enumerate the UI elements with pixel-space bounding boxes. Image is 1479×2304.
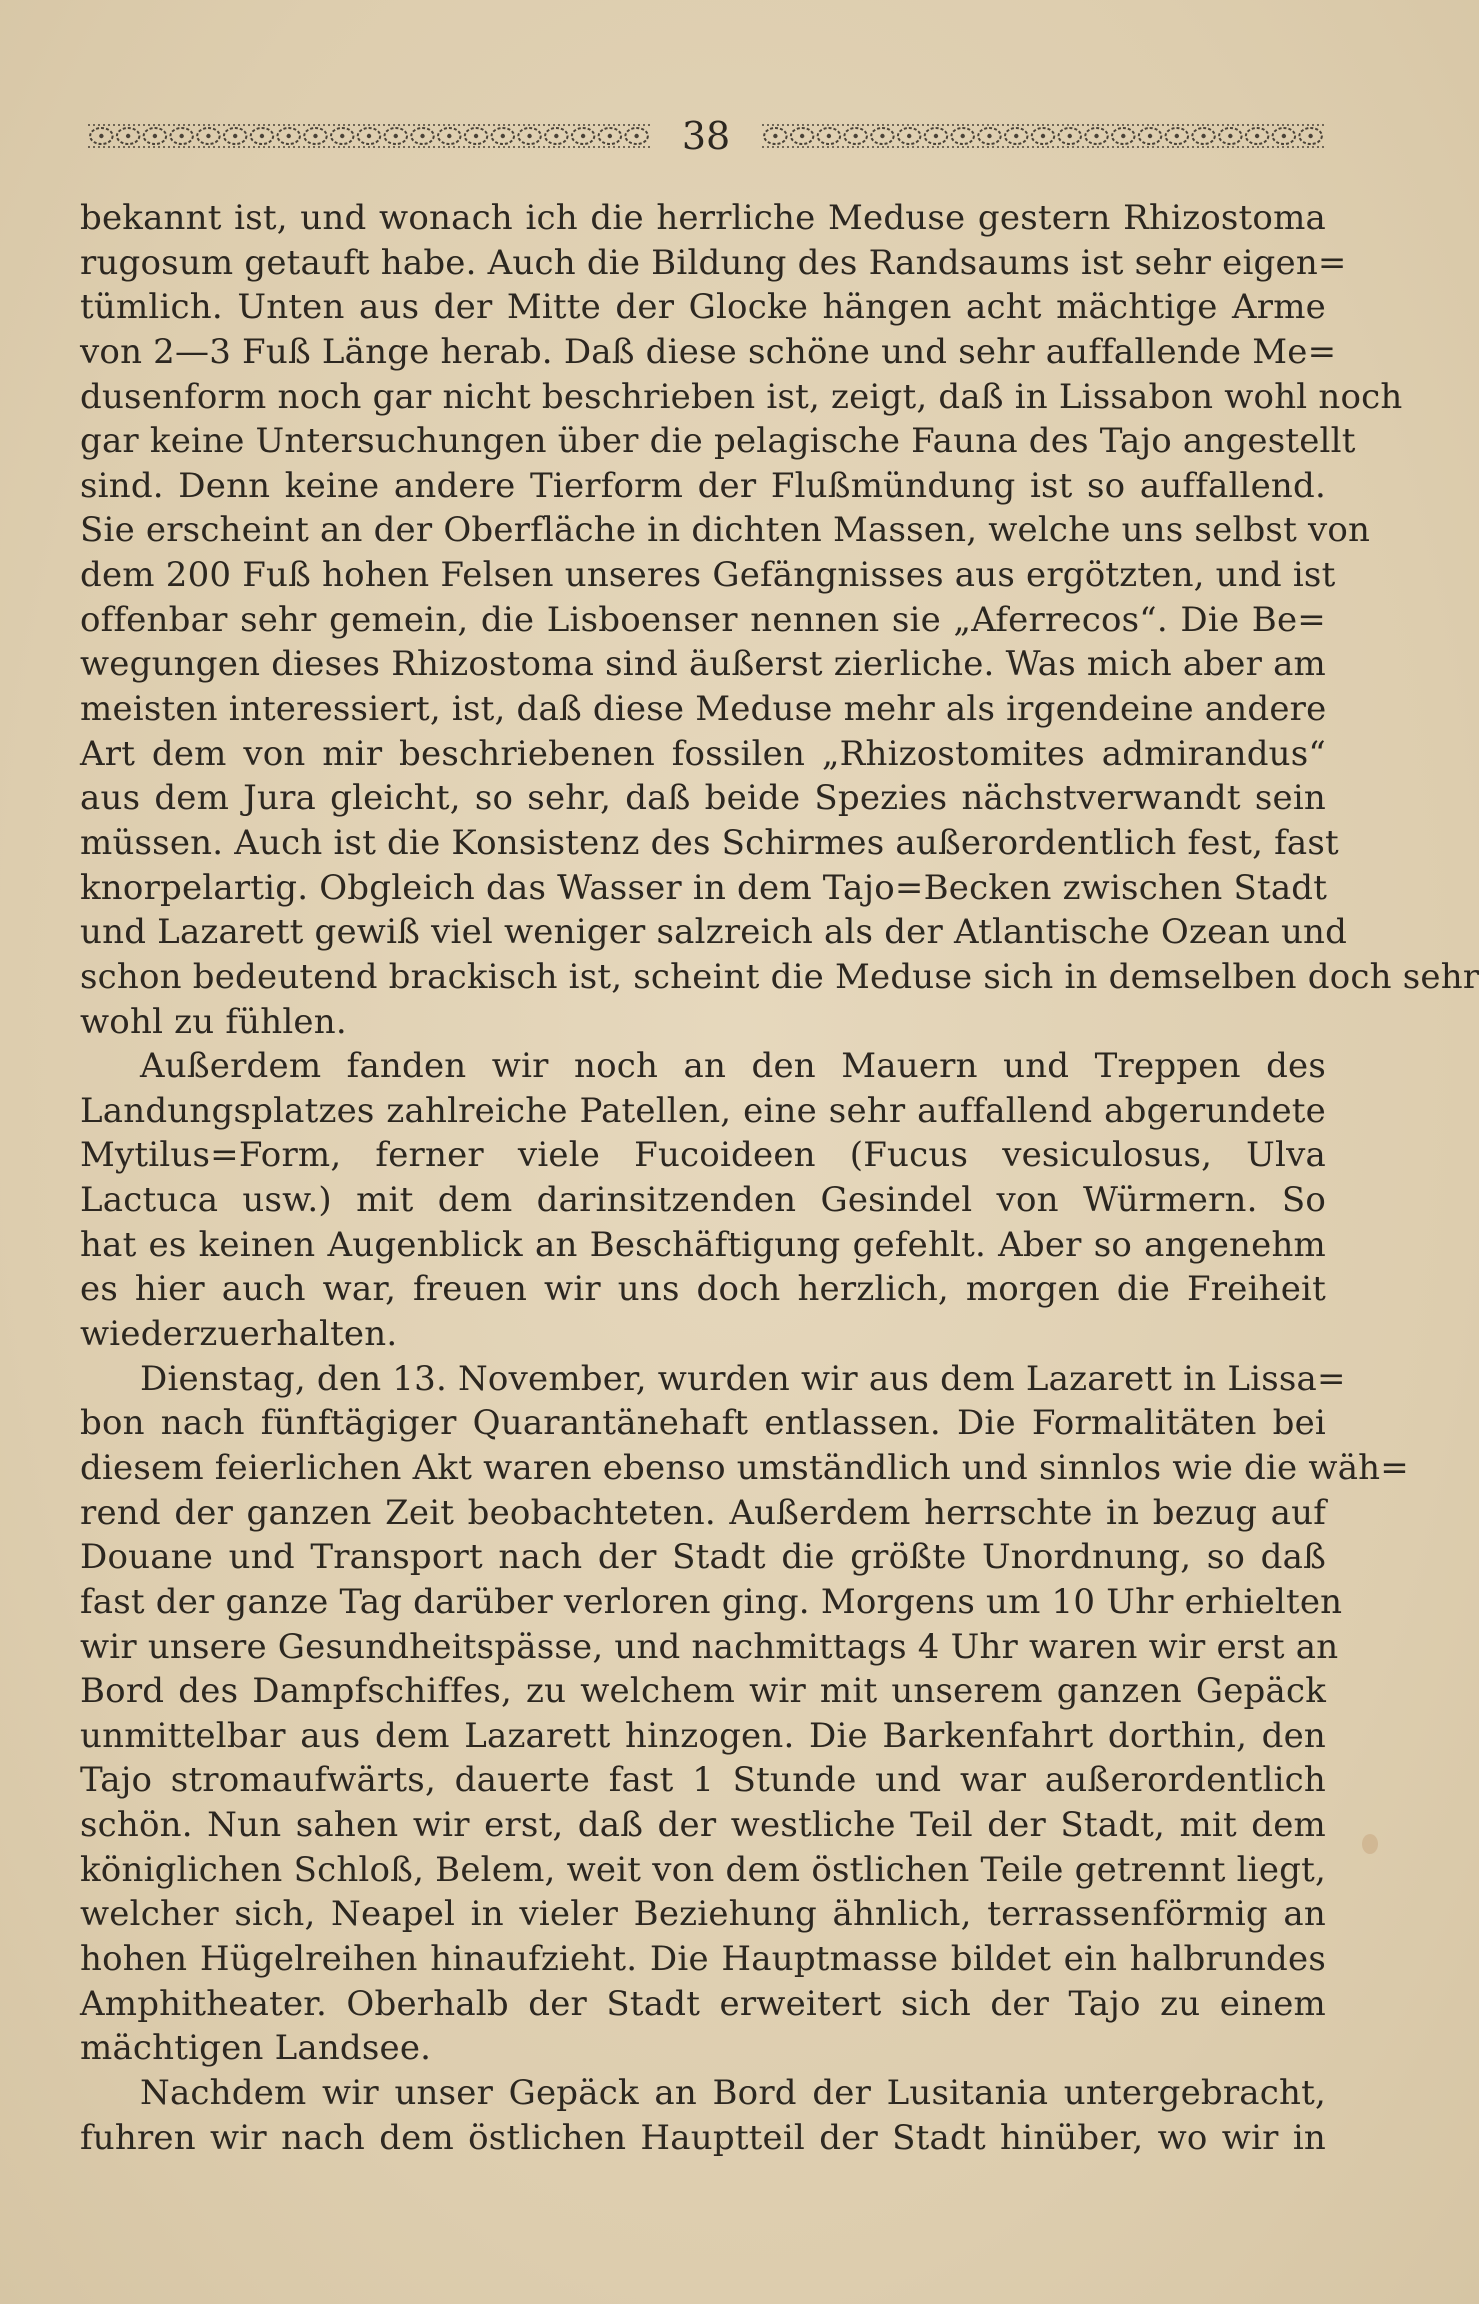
text-line: meisten interessiert, ist, daß diese Meduse mehr als irgendeine andere [80, 689, 1327, 730]
text-line: rend der ganzen Zeit beobachteten. Außerdem herrschte in bezug auf [80, 1492, 1326, 1533]
text-line: Außerdem fanden wir noch an den Mauern und Treppen des [140, 1046, 1326, 1087]
text-line: es hier auch war, freuen wir uns doch herzlich, morgen die Freiheit [80, 1269, 1326, 1310]
text-line: welcher sich, Neapel in vieler Beziehung ähnlich, terrassenförmig an [80, 1894, 1326, 1935]
text-line: gar keine Untersuchungen über die pelagische Fauna des Tajo angestellt [80, 421, 1356, 462]
paper-stain [1362, 1834, 1378, 1854]
text-line: königlichen Schloß, Belem, weit von dem östlichen Teile getrennt liegt, [80, 1849, 1326, 1890]
text-line: bon nach fünftägiger Quarantänehaft entlassen. Die Formalitäten bei [80, 1403, 1326, 1444]
text-line: Landungsplatzes zahlreiche Patellen, eine sehr auffallend abgerundete [80, 1090, 1326, 1131]
text-line: tümlich. Unten aus der Mitte der Glocke hängen acht mächtige Arme [80, 287, 1326, 328]
text-line: schön. Nun sahen wir erst, daß der westliche Teil der Stadt, mit dem [80, 1805, 1326, 1846]
text-line: Art dem von mir beschriebenen fossilen „Rhizostomites admirandus“ [80, 733, 1326, 774]
text-line: Bord des Dampfschiffes, zu welchem wir mit unserem ganzen Gepäck [80, 1671, 1326, 1712]
text-line: dem 200 Fuß hohen Felsen unseres Gefängnisses aus ergötzten, und ist [80, 555, 1336, 596]
text-line: wohl zu fühlen. [80, 1001, 347, 1042]
text-line: hat es keinen Augenblick an Beschäftigung gefehlt. Aber so angenehm [80, 1224, 1326, 1265]
text-line: dusenform noch gar nicht beschrieben ist, zeigt, daß in Lissabon wohl noch [80, 376, 1403, 417]
text-line: wiederzuerhalten. [80, 1314, 398, 1355]
text-line: Dienstag, den 13. November, wurden wir aus dem Lazarett in Lissa= [140, 1358, 1346, 1399]
text-line: schon bedeutend brackisch ist, scheint die Meduse sich in demselben doch sehr [80, 956, 1479, 997]
text-line: wir unsere Gesundheitspässe, und nachmittags 4 Uhr waren wir erst an [80, 1626, 1339, 1667]
text-line: rugosum getauft habe. Auch die Bildung des Randsaums ist sehr eigen= [80, 242, 1347, 283]
text-line: bekannt ist, und wonach ich die herrliche Meduse gestern Rhizostoma [80, 198, 1326, 238]
text-line: wegungen dieses Rhizostoma sind äußerst zierliche. Was mich aber am [80, 644, 1326, 685]
text-line: müssen. Auch ist die Konsistenz des Schirmes außerordentlich fest, fast [80, 822, 1339, 863]
text-line: Nachdem wir unser Gepäck an Bord der Lusitania untergebracht, [140, 2072, 1326, 2113]
page-number: 38 [681, 114, 731, 158]
ornament-left-icon [88, 121, 650, 151]
text-line: fast der ganze Tag darüber verloren ging. Morgens um 10 Uhr erhielten [80, 1581, 1343, 1622]
text-line: mächtigen Landsee. [80, 2028, 432, 2069]
text-line: knorpelartig. Obgleich das Wasser in dem Tajo=Becken zwischen Stadt [80, 867, 1328, 908]
text-line: von 2—3 Fuß Länge herab. Daß diese schöne und sehr auffallende Me= [80, 331, 1337, 372]
ornament-right-icon [762, 121, 1324, 151]
page-header [88, 108, 1324, 164]
body-text [80, 196, 1479, 2160]
text-line: Tajo stromaufwärts, dauerte fast 1 Stunde und war außerordentlich [80, 1760, 1326, 1801]
text-line: diesem feierlichen Akt waren ebenso umständlich und sinnlos wie die wäh= [80, 1447, 1409, 1488]
text-line: offenbar sehr gemein, die Lisboenser nennen sie „Aferrecos“. Die Be= [80, 599, 1326, 640]
text-line: unmittelbar aus dem Lazarett hinzogen. Die Barkenfahrt dorthin, den [80, 1715, 1326, 1756]
text-line: Sie erscheint an der Oberfläche in dichten Massen, welche uns selbst von [80, 510, 1371, 551]
text-line: aus dem Jura gleicht, so sehr, daß beide Spezies nächstverwandt sein [80, 778, 1326, 819]
text-line: Mytilus=Form, ferner viele Fucoideen (Fucus vesiculosus, Ulva [80, 1135, 1326, 1176]
text-line: und Lazarett gewiß viel weniger salzreich als der Atlantische Ozean und [80, 912, 1348, 953]
text-line: Amphitheater. Oberhalb der Stadt erweitert sich der Tajo zu einem [80, 1983, 1326, 2024]
text-line: Douane und Transport nach der Stadt die größte Unordnung, so daß [80, 1537, 1326, 1578]
text-line: Lactuca usw.) mit dem darinsitzenden Gesindel von Würmern. So [80, 1180, 1326, 1221]
text-line: fuhren wir nach dem östlichen Hauptteil der Stadt hinüber, wo wir in [80, 2117, 1326, 2158]
text-line: hohen Hügelreihen hinaufzieht. Die Hauptmasse bildet ein halbrundes [80, 1938, 1326, 1979]
text-line: sind. Denn keine andere Tierform der Flußmündung ist so auffallend. [80, 465, 1326, 506]
